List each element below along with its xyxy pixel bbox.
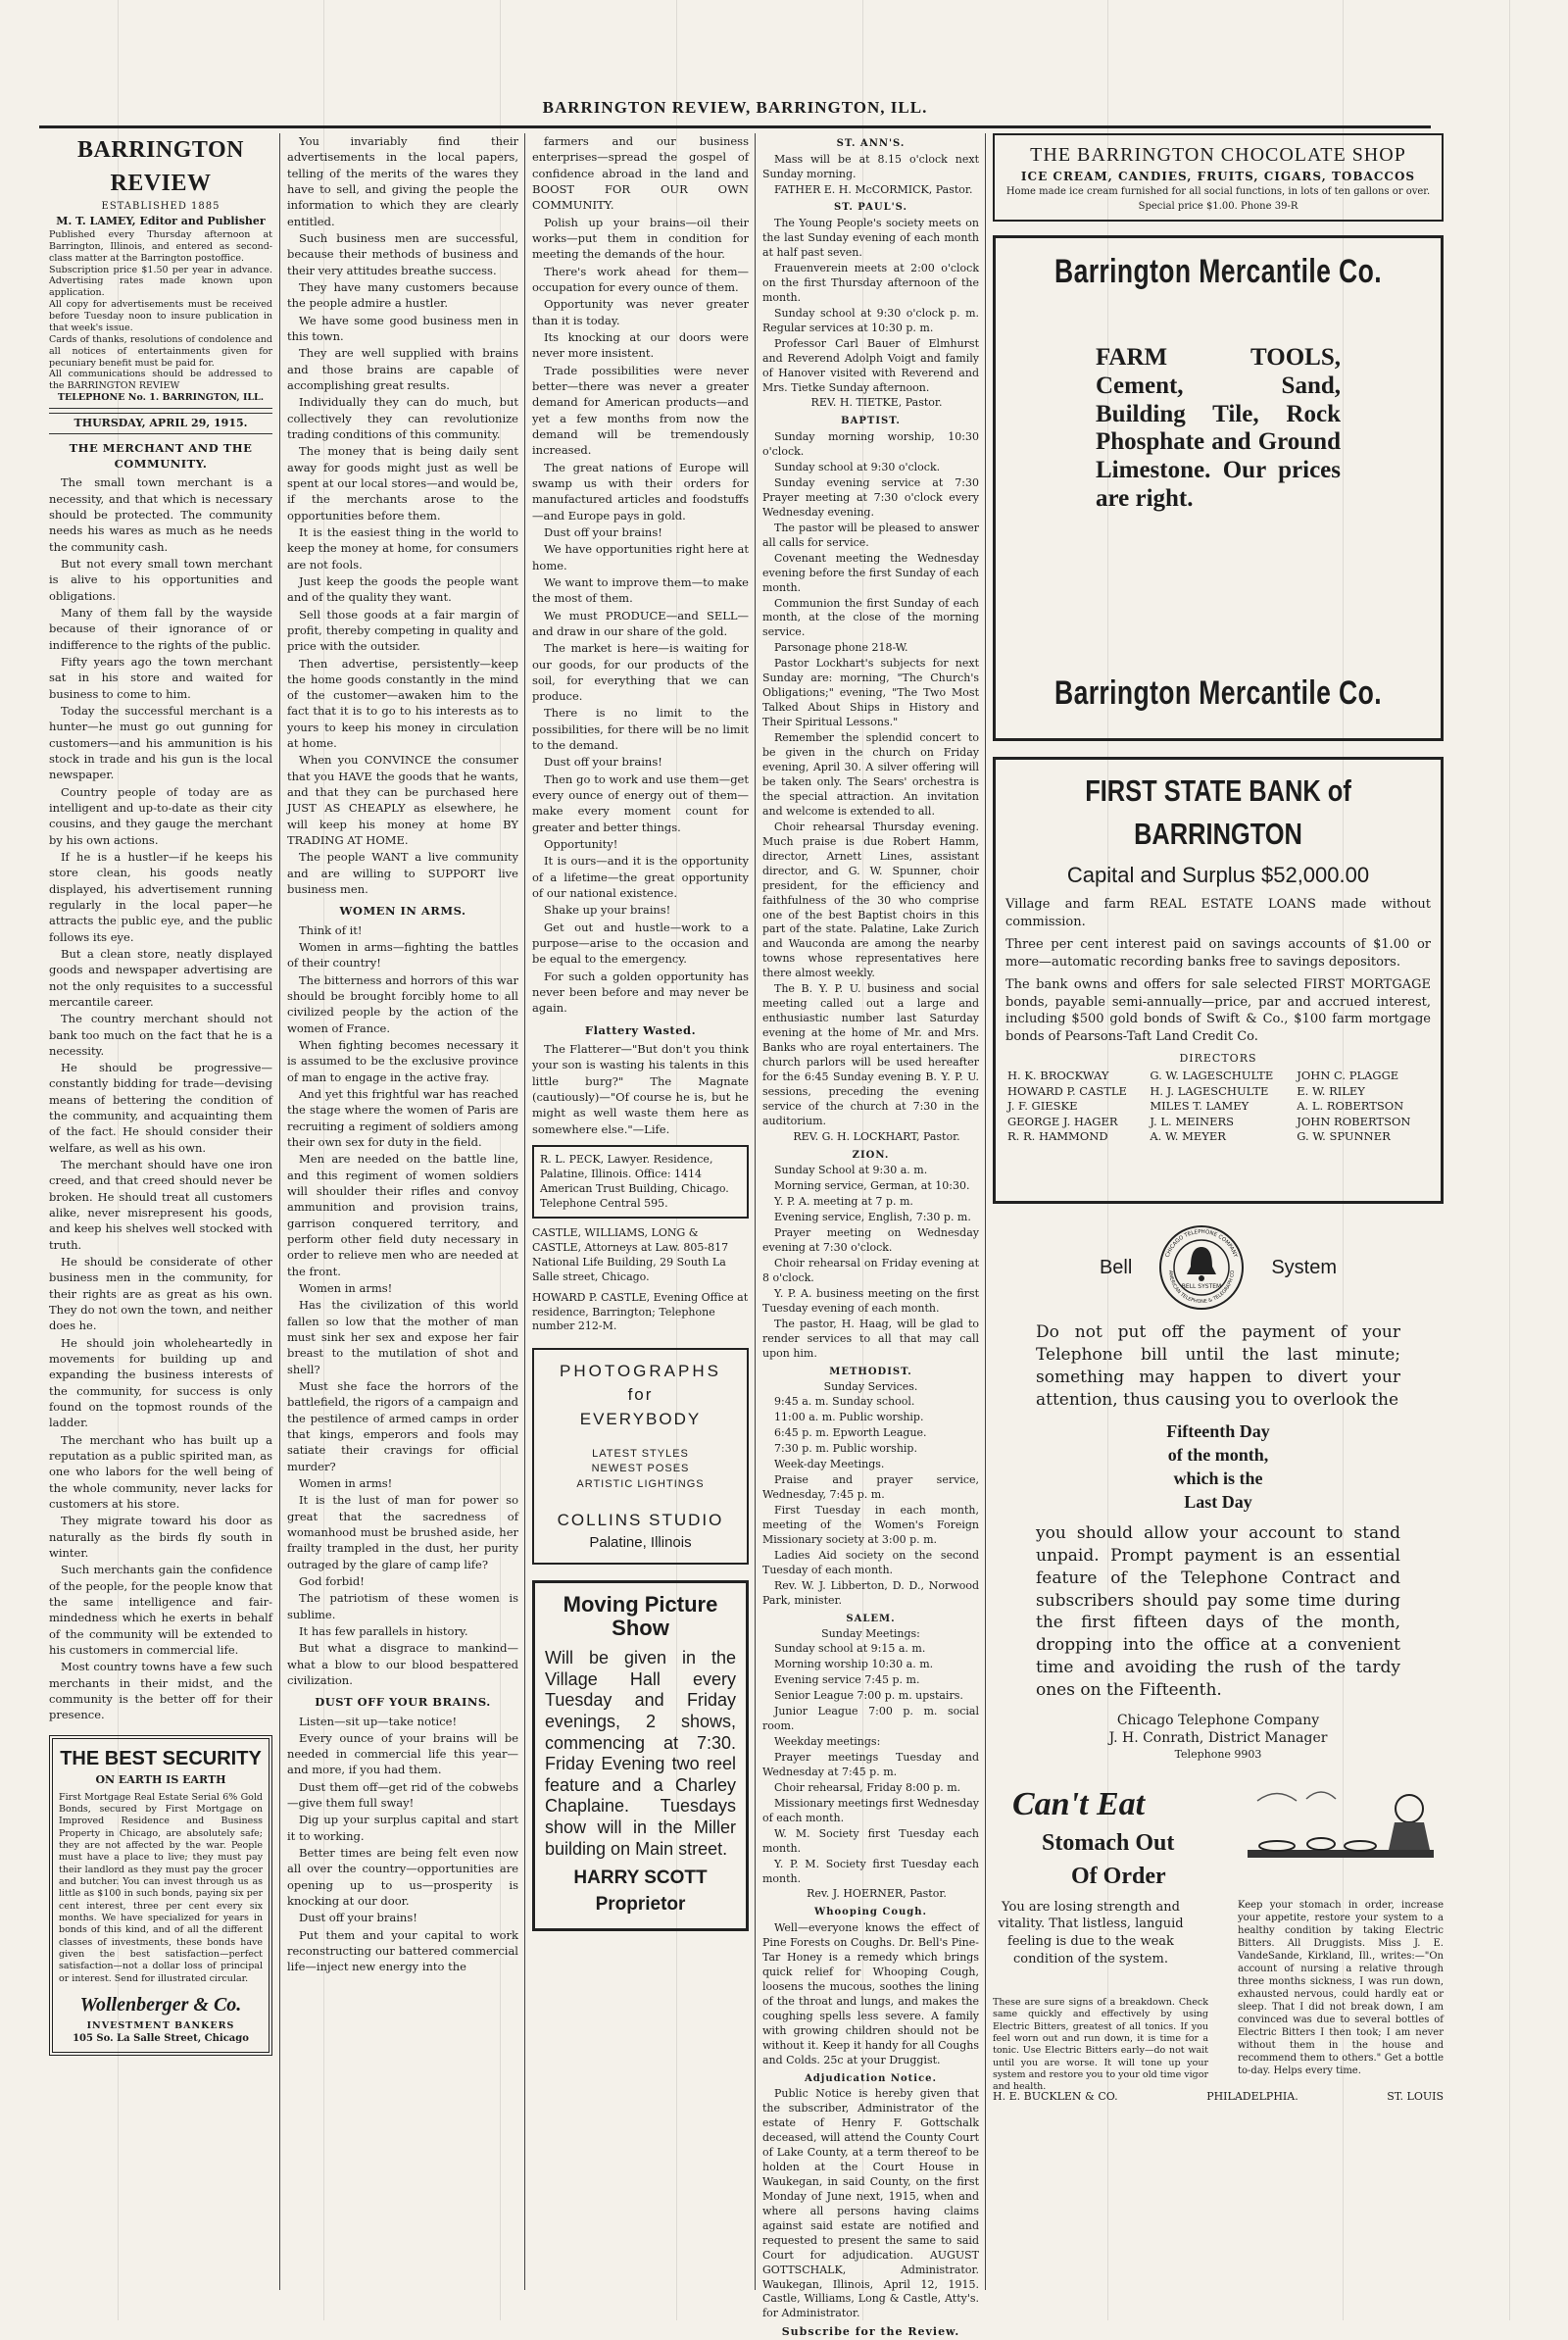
paragraph: Prayer meetings Tuesday and Wednesday at 7:45 p. m. (762, 1750, 979, 1778)
mercantile-name: Barrington Mercantile Co. (1054, 673, 1382, 712)
paragraph: 11:00 a. m. Public worship. (774, 1411, 924, 1424)
paragraph: Y. P. M. Society first Tuesday each month. (762, 1857, 979, 1885)
address-notice: All communications should be addressed to the BARRINGTON REVIEW (49, 369, 272, 392)
column-1 (49, 133, 272, 2310)
bank-bonds: The bank owns and offers for sale selected FIRST MORTGAGE bonds, payable semi-annually—price, par and accrued interest, including $500 gold bonds of Swift & Co., $100 farm mortgage bonds of Pearsons-Taft Land Credit Co. (1005, 977, 1431, 1044)
article-heading: WOMEN IN ARMS. (339, 904, 466, 919)
newspaper-title: BARRINGTON REVIEW (77, 137, 244, 197)
bank-savings: Three per cent interest paid on savings accounts of $1.00 or more—automatic recording banks free to savings depositors. (1005, 937, 1431, 970)
dining-illustration-icon (1238, 1781, 1444, 1889)
ad-firm-type: INVESTMENT BANKERS (86, 2019, 235, 2031)
directors-label: DIRECTORS (1179, 1052, 1257, 1066)
notice-heading: Adjudication Notice. (805, 2072, 937, 2084)
paragraph: The country merchant should not bank too much on the fact that he is a necessity. (49, 1012, 272, 1058)
paragraph: Dust off your brains! (544, 755, 662, 770)
paragraph: The pastor will be pleased to answer all calls for service. (762, 521, 979, 549)
church-notices (762, 430, 979, 1129)
director-row (1005, 1129, 1431, 1145)
paragraph: Morning worship 10:30 a. m. (774, 1658, 934, 1671)
notice-heading: Whooping Cough. (813, 1907, 928, 1918)
editor-line: M. T. LAMEY, Editor and Publisher (56, 215, 266, 228)
paragraph: The merchant who has built up a reputation as a public spirited man, as one who labors for the well being of the whole community, never lacks for customers at his store. (49, 1432, 272, 1512)
system-word: System (1271, 1256, 1338, 1278)
adjudication-notice-text: Public Notice is hereby given that the subscriber, Administrator of the estate of Henry F. Gottschalk deceased, will attend the County Court of Lake County, at a term thereof to be holden at the Court House in Waukegan, in said County, on the first Monday of June next, 1915, when and where all persons having claims against said estate are notified and requested to present the same to said Court for adjudication. AUGUST GOTTSCHALK, Administrator. Waukegan, Illinois, April 12, 1915. Castle, Williams, Long & Castle, Atty's. for Administrator. (762, 2087, 979, 2320)
paragraph: Evening service 7:45 p. m. (774, 1673, 920, 1687)
director-name: HOWARD P. CASTLE (1007, 1083, 1127, 1098)
chocolate-shop-note: Home made ice cream furnished for all social functions, in lots of ten gallons or over. Special price $1.00. Phone 39-R (1005, 186, 1431, 212)
mercantile-ad (993, 235, 1444, 741)
director-name: H. K. BROCKWAY (1007, 1069, 1109, 1083)
nameplate (49, 133, 272, 409)
paragraph: Frauenverein meets at 2:00 o'clock on the first Thursday afternoon of the month. (762, 261, 979, 304)
director-name: JOHN C. PLAGGE (1297, 1069, 1399, 1083)
whooping-cough-text: Well—everyone knows the effect of Pine Forests on Coughs. Dr. Bell's Pine-Tar Honey is a remedy which brings quick relief for Whooping Cough, loosens the mucous, soothes the lining of the throat and lungs, and makes the coughing spells less severe. A family with growing children should not be without it. Keep it handy for all Coughs and Colds. 25c at your Druggist. (762, 1921, 979, 2066)
peck-card: R. L. PECK, Lawyer. Residence, Palatine, Illinois. Office: 1414 American Trust Building, Chicago. Telephone Central 595. (532, 1145, 749, 1219)
paragraph: Must she face the horrors of the battlefield, the rigors of a campaign and the pestilence of armed camps in order that kings, emperors and fools may satiate their cravings for official murder? (287, 1378, 518, 1473)
column-rule (985, 133, 986, 2290)
paragraph: Such business men are successful, because their methods of business and their very attitudes breathe success. (287, 230, 518, 277)
article-body (287, 1714, 518, 1975)
ad-firm-address: 105 So. La Salle Street, Chicago (73, 2032, 249, 2044)
church-notices (762, 217, 979, 395)
bitters-testimonial: Keep your stomach in order, increase your appetite, restore your system to a healthy condition by taking Electric Bitters. All Druggists. Miss J. E. VandeSande, Kirkland, Ill., writes:—"On account of nursing a relative through three months sickness, I was run down, exhausted nervous, could hardly eat or sleep. That I did not break down, I am convinced was due to several bottles of Electric Bitters I then took; I am never without them in the house and recommend them to others." Get a bottle to-day. Helps every time. (1238, 1899, 1444, 2076)
telephone-line: TELEPHONE No. 1. BARRINGTON, ILL. (57, 392, 265, 404)
paragraph: Has the civilization of this world fallen so low that the mother of man must sink her sex and expose her fair breast to the mutilation of shot and shell? (287, 1298, 518, 1376)
paragraph: Sunday school at 9:30 o'clock. (774, 460, 941, 473)
paragraph: Remember the splendid concert to be given in the church on Friday evening, April 30. A silver offering will be taken only. The Sears' orchestra is the special attraction. An invitation and welcome is extended to all. (762, 731, 979, 818)
paragraph: Dig up your surplus capital and start it to working. (287, 1813, 518, 1843)
church-signature: Rev. J. HOERNER, Pastor. (807, 1887, 947, 1901)
ad-subtitle: ON EARTH IS EARTH (95, 1773, 226, 1786)
paragraph: We must PRODUCE—and SELL—and draw in our share of the gold. (532, 608, 749, 638)
bitters-company: H. E. BUCKLEN & CO. (993, 2090, 1118, 2104)
director-name: JOHN ROBERTSON (1297, 1114, 1411, 1128)
paragraph: Sell those goods at a fair margin of profit, thereby competing in quality and price with the outsider. (287, 607, 518, 654)
paragraph: Individually they can do much, but collectively they can revolutionize trading conditions of this community. (287, 395, 518, 441)
photo-ad-line: ARTISTIC LIGHTINGS (576, 1477, 705, 1490)
paragraph: Dust them off—get rid of the cobwebs—give them full sway! (287, 1779, 518, 1811)
paragraph: But a clean store, neatly displayed goods and newspaper advertising are not the only requisites to a successful mercantile career. (49, 946, 272, 1009)
studio-name: COLLINS STUDIO (557, 1510, 724, 1529)
paragraph: For such a golden opportunity has never been before and may never be again. (532, 969, 749, 1016)
church-notices (762, 1164, 979, 1361)
paragraph: Most country towns have a few such merchants in their midst, and the community is the better off for their presence. (49, 1660, 272, 1722)
paragraph: Think of it! (299, 922, 363, 937)
paragraph: Sunday morning worship, 10:30 o'clock. (762, 430, 979, 458)
paragraph: Professor Carl Bauer of Elmhurst and Reverend Adolph Voigt and family of Hanover visited with Reverend and Mrs. Tietke Sunday afternoon. (762, 336, 979, 394)
paragraph: Every ounce of your brains will be needed in commercial life this year—and more, if you had them. (287, 1730, 518, 1777)
paragraph: They migrate toward his door as naturally as the birds fly south in winter. (49, 1514, 272, 1560)
ad-firm-name: Wollenberger & Co. (79, 1994, 242, 2016)
paragraph: They have many customers because the people admire a hustler. (287, 279, 518, 311)
paragraph: They are well supplied with brains and those brains are capable of accomplishing great results. (287, 346, 518, 392)
right-ad-column (993, 133, 1444, 2310)
article-body (287, 922, 518, 1688)
bell-system-ad (993, 1223, 1444, 1762)
bank-name: FIRST STATE BANK of BARRINGTON (1085, 772, 1351, 851)
paragraph: First Tuesday in each month, meeting of the Women's Foreign Missionary society at 3:00 p. m. (762, 1503, 979, 1546)
director-name: H. J. LAGESCHULTE (1150, 1083, 1269, 1098)
paragraph: 9:45 a. m. Sunday school. (774, 1395, 915, 1409)
paragraph: farmers and our business enterprises—spread the gospel of confidence abroad in the land and BOOST FOR OUR OWN COMMUNITY. (532, 134, 749, 213)
church-heading: ZION. (852, 1149, 890, 1161)
paragraph: When you CONVINCE the consumer that you HAVE the goods that he wants, and that they can be purchased here JUST AS CHEAPLY as elsewhere, he will keep his money at home BY TRADING AT HOME. (287, 753, 518, 848)
paragraph: There's work ahead for them—occupation for every ounce of them. (532, 264, 749, 294)
paragraph: Choir rehearsal, Friday 8:00 p. m. (774, 1780, 961, 1794)
directors-table (1005, 1069, 1431, 1145)
paragraph: Fifty years ago the town merchant sat in his store and waited for business to come to him. (49, 654, 272, 701)
paid-notices-notice: Cards of thanks, resolutions of condolence and all notices of entertainments given for pecuniary benefit must be paid for. (49, 333, 272, 369)
church-heading: SALEM. (846, 1613, 896, 1624)
movie-ad-role: Proprietor (595, 1894, 686, 1916)
column-4 (762, 133, 979, 2339)
paragraph: Dust off your brains! (544, 524, 662, 539)
bitters-headline: Can't Eat (1012, 1785, 1146, 1822)
paragraph: W. M. Society first Tuesday each month. (762, 1826, 979, 1855)
director-name: GEORGE J. HAGER (1007, 1114, 1118, 1128)
chocolate-shop-products: ICE CREAM, CANDIES, FRUITS, CIGARS, TOBACCOS (1020, 170, 1416, 184)
paragraph: He should be considerate of other business men in the community, for their rights are as great as his own. They do not own the town, and neither does he. (49, 1255, 272, 1333)
director-name: R. R. HAMMOND (1007, 1129, 1108, 1144)
director-name: J. L. MEINERS (1150, 1114, 1235, 1128)
paragraph: Y. P. A. meeting at 7 p. m. (774, 1195, 913, 1209)
photo-ad-line: NEWEST POSES (591, 1463, 690, 1475)
first-state-bank-ad (993, 757, 1444, 1204)
bell-company: Chicago Telephone Company (1116, 1713, 1320, 1729)
paragraph: We have opportunities right here at home. (532, 542, 749, 573)
paragraph: Dust off your brains! (299, 1911, 417, 1925)
paragraph: The bitterness and horrors of this war should be brought forcibly home to all civilized people by the action of the women of France. (287, 972, 518, 1035)
paragraph: Better times are being felt even now all over the country—opportunities are opening up to us—prosperity is knocking at our door. (287, 1846, 518, 1909)
paragraph: The pastor, H. Haag, will be glad to render services to all that may call upon him. (762, 1317, 979, 1360)
paragraph: God forbid! (299, 1573, 365, 1588)
bitters-signs: These are sure signs of a breakdown. Check same quickly and effectively by using Electric Bitters, greatest of all tonics. If you feel worn out and run down, it is time for a tonic. Use Electric Bitters early—do not wait until you are worse. It will tone up your system and restore you to your old time vigor and health. (993, 1996, 1208, 2093)
article-body (287, 133, 518, 897)
paragraph: Sunday school at 9:30 o'clock p. m. Regular services at 10:30 p. m. (762, 306, 979, 334)
bell-paragraph-2: you should allow your account to stand unpaid. Prompt payment is an essential feature of the Telephone Contract and subscribers should pay some time during the first fifteen days of the month, dropping into the office at a convenient time and avoiding the rush of the tardy ones on the Fifteenth. (1036, 1522, 1400, 1701)
bitters-headline: Stomach Out (1042, 1829, 1175, 1856)
paragraph: Ladies Aid society on the second Tuesday of each month. (762, 1548, 979, 1576)
paragraph: There is no limit to the possibilities, for there will be no limit to the demand. (532, 706, 749, 753)
bitters-city: PHILADELPHIA. (1206, 2090, 1298, 2104)
bell-seal-icon (1157, 1223, 1246, 1312)
paragraph: Week-day Meetings. (774, 1458, 885, 1471)
page-masthead: BARRINGTON REVIEW, BARRINGTON, ILL. (542, 98, 928, 117)
paragraph: The Young People's society meets on the last Sunday evening of each month at half past seven. (762, 217, 979, 259)
paragraph: It is ours—and it is the opportunity of a lifetime—the great opportunity of our national existence. (532, 854, 749, 901)
director-name: A. L. ROBERTSON (1297, 1099, 1404, 1114)
paragraph: Women in arms! (299, 1280, 393, 1295)
paragraph: Covenant meeting the Wednesday evening before the first Sunday of each month. (762, 551, 979, 594)
chocolate-shop-ad (993, 133, 1444, 222)
church-signature: REV. H. TIETKE, Pastor. (810, 396, 943, 410)
director-name: A. W. MEYER (1150, 1129, 1226, 1144)
bell-callout: which is the (1173, 1469, 1263, 1489)
paragraph: But not every small town merchant is alive to his opportunities and obligations. (49, 556, 272, 603)
church-text: Mass will be at 8.15 o'clock next Sunday morning. (762, 152, 979, 180)
director-name: G. W. SPUNNER (1297, 1129, 1391, 1144)
established-line: ESTABLISHED 1885 (101, 201, 220, 213)
paragraph: Get out and hustle—work to a purpose—arise to the occasion and be equal to the emergency. (532, 920, 749, 967)
church-heading: ST. ANN'S. (836, 138, 906, 149)
seal-mid-text: BELL SYSTEM (1182, 1282, 1222, 1290)
paragraph: Put them and your capital to work reconstructing our battered commercial life—inject new energy into the (287, 1927, 518, 1974)
paragraph: The money that is being daily sent away for goods might just as well be spent at our local stores—and would be, if the merchants arose to the opportunities before them. (287, 444, 518, 523)
seal-bottom-text: AMERICAN TELEPHONE & TELEGRAPH CO (1167, 1270, 1237, 1305)
church-signature: Rev. W. J. Libberton, D. D., Norwood Park, minister. (762, 1578, 979, 1607)
subscribe-line: Subscribe for the Review. (781, 2325, 960, 2339)
paragraph: He should be progressive—constantly bidding for trade—devising means of bettering the condition of the community, and acquainting them of the fact. He should consider their welfare, as well as his own. (49, 1061, 272, 1155)
paragraph: We have some good business men in this town. (287, 313, 518, 343)
column-rule (755, 133, 756, 2290)
church-subheading: Sunday Services. (823, 1380, 918, 1394)
paragraph: We want to improve them—to make the most of them. (532, 574, 749, 606)
article-heading: THE MERCHANT AND THE COMMUNITY. (69, 440, 253, 472)
director-row (1005, 1069, 1431, 1084)
paragraph: Sunday school at 9:15 a. m. (774, 1642, 926, 1656)
paragraph: It has few parallels in history. (299, 1623, 468, 1638)
church-signature: REV. G. H. LOCKHART, Pastor. (793, 1129, 960, 1143)
paragraph: Listen—sit up—take notice! (299, 1714, 458, 1728)
article-heading: Flattery Wasted. (584, 1022, 697, 1037)
photo-ad-line: for (627, 1385, 654, 1405)
paragraph: Sunday School at 9:30 a. m. (774, 1164, 928, 1177)
paragraph: The people WANT a live community and are willing to SUPPORT live business men. (287, 850, 518, 897)
paragraph: It is the easiest thing in the world to keep the money at home, for consumers are not fools. (287, 524, 518, 572)
paragraph: The market is here—is waiting for our goods, for our products of the soil, for everything that we can produce. (532, 641, 749, 704)
paragraph: Trade possibilities were never better—there was never a greater demand for American products—and yet a few months from now the demand will be tremendously increased. (532, 363, 749, 458)
bell-callout: of the month, (1167, 1444, 1269, 1465)
studio-location: Palatine, Illinois (589, 1533, 692, 1551)
column-rule (524, 133, 525, 2290)
paragraph: Senior League 7:00 p. m. upstairs. (774, 1689, 963, 1703)
paragraph: Shake up your brains! (544, 903, 671, 918)
paragraph: And yet this frightful war has reached the stage where the women of Paris are recruiting a regiment of soldiers among their own sex for duty in the field. (287, 1087, 518, 1150)
column-2 (287, 133, 518, 2310)
paragraph: When fighting becomes necessary it is assumed to be the exclusive province of man to engage in the active fray. (287, 1038, 518, 1084)
ad-title: THE BEST SECURITY (60, 1747, 262, 1769)
church-subheading: Sunday Meetings: (821, 1627, 920, 1641)
bell-phone: Telephone 9903 (1174, 1747, 1262, 1761)
paragraph: But what a disgrace to mankind—what a blow to our blood bespattered civilization. (287, 1641, 518, 1687)
paragraph: Country people of today are as intelligent and up-to-date as their city cousins, and they gauge the merchant by his own actions. (49, 784, 272, 847)
bitters-intro: You are losing strength and vitality. That listless, languid feeling is due to the weak condition of the system. (998, 1899, 1184, 1967)
bitters-city: ST. LOUIS (1387, 2090, 1444, 2104)
masthead-rule (39, 125, 1431, 128)
movie-ad-name: HARRY SCOTT (573, 1867, 708, 1889)
column-3 (532, 133, 749, 2310)
bell-callout: Fifteenth Day (1166, 1420, 1270, 1441)
church-heading: METHODIST. (829, 1366, 912, 1377)
copy-deadline-notice: All copy for advertisements must be received before Tuesday noon to insure publication in that week's issue. (49, 299, 272, 333)
director-row (1005, 1115, 1431, 1130)
paragraph: Then go to work and use them—get every ounce of energy out of them—make every moment count for greater and better things. (532, 772, 749, 834)
paragraph: Just keep the goods the people want and of the quality they want. (287, 573, 518, 605)
paragraph: Women in arms! (299, 1475, 393, 1490)
paragraph: Opportunity! (544, 837, 618, 852)
best-security-ad (49, 1735, 272, 2057)
photo-ad-line: PHOTOGRAPHS (560, 1362, 721, 1381)
church-heading: ST. PAUL'S. (833, 202, 908, 214)
church-signature: FATHER E. H. McCORMICK, Pastor. (774, 182, 973, 196)
director-row (1005, 1099, 1431, 1115)
paragraph: Y. P. A. business meeting on the first Tuesday evening of each month. (762, 1287, 979, 1315)
paragraph: The small town merchant is a necessity, and that which is necessary should be protected. The community needs his wares as much as he needs the community cash. (49, 475, 272, 554)
subscription-notice: Subscription price $1.50 per year in advance. Advertising rates made known upon application. (49, 264, 272, 299)
mercantile-body: FARM TOOLS, Cement, Sand, Building Tile, Rock Phosphate and Ground Limestone. Our prices are right. (1096, 344, 1341, 512)
bell-paragraph-1: Do not put off the payment of your Telephone bill until the last minute; something may happen to divert your attention, thus causing you to overlook the (1036, 1321, 1400, 1410)
paragraph: Sunday evening service at 7:30 Prayer meeting at 7:30 o'clock every Wednesday evening. (762, 475, 979, 519)
paragraph: Weekday meetings: (774, 1734, 881, 1748)
paragraph: The great nations of Europe will swamp us with their orders for manufactured articles and foodstuffs—and Europe pays in gold. (532, 460, 749, 523)
paragraph: It is the lust of man for power so great that the sacredness of womanhood must be brushed aside, her frailty trampled in the dust, her purity outraged by the glare of camp life? (287, 1493, 518, 1571)
director-name: G. W. LAGESCHULTE (1150, 1069, 1274, 1083)
bell-manager: J. H. Conrath, District Manager (1108, 1730, 1328, 1747)
paragraph: Parsonage phone 218-W. (774, 641, 908, 655)
paragraph: Choir rehearsal on Friday evening at 8 o'clock. (762, 1257, 979, 1285)
photo-ad-line: EVERYBODY (579, 1409, 702, 1428)
movie-ad-body: Will be given in the Village Hall every Tuesday and Friday evenings, 2 shows, commencing at 7:30. Friday Evening two reel feature and a Charley Chaplaine. Tuesdays show will in the Miller building on Main street. (545, 1648, 736, 1859)
paragraph: Prayer meeting on Wednesday evening at 7:30 o'clock. (762, 1226, 979, 1255)
paragraph: Junior League 7:00 p. m. social room. (762, 1705, 979, 1732)
paragraph: Missionary meetings first Wednesday of each month. (762, 1796, 979, 1824)
issue-date: THURSDAY, APRIL 29, 1915. (49, 413, 272, 434)
bitters-headline: Of Order (1071, 1863, 1166, 1889)
paragraph: Its knocking at our doors were never more insistent. (532, 329, 749, 361)
bell-callout: Last Day (1184, 1492, 1252, 1513)
director-name: MILES T. LAMEY (1150, 1099, 1250, 1114)
ad-body: First Mortgage Real Estate Serial 6% Gold Bonds, secured by First Mortgage on Improved Residence and Business Property in Chicago, are absolutely safe; they are not affected by the war. People must have a place to live; they must pay their landlord as they must pay the grocer and butcher. You can invest through us as little as $100 in such bonds, paying six per cent interest, three per cent every six months. We have specialized for years in bonds of this kind, and of all the different classes of investments, these bonds have given the best satisfaction—perfect satisfaction—not a dollar loss of principal or interest. Send for illustrated circular. (59, 1791, 263, 1984)
paragraph: Such merchants gain the confidence of the people, for the people know that the same intelligence and fair-mindedness which he exerts in behalf of the community will be extended to his customers in commercial life. (49, 1563, 272, 1657)
movie-ad-title: Moving Picture Show (563, 1591, 718, 1641)
paragraph: 6:45 p. m. Epworth League. (774, 1426, 927, 1440)
church-notices (762, 1642, 979, 1886)
paragraph: The merchant should have one iron creed, and that creed should never be broken. He should treat all customers alike, never misrepresent his goods, and keep his shelves well stocked with truth. (49, 1158, 272, 1252)
electric-bitters-ad (993, 1781, 1444, 2105)
bank-loans: Village and farm REAL ESTATE LOANS made without commission. (1005, 897, 1431, 929)
paragraph: If he is a hustler—if he keeps his store clean, his goods neatly displayed, his advertisement running regularly in the local paper—he attracts the public eye, and the public follows its eye. (49, 849, 272, 944)
flattery-text: The Flatterer—"But don't you think your son is wasting his talents in this little burg?" The Magnate (cautiously)—"Of course he is, but he might as well waste them here as somewhere else."—Life. (532, 1042, 749, 1136)
paragraph: The patriotism of these women is sublime. (287, 1591, 518, 1621)
paragraph: Praise and prayer service, Wednesday, 7:45 p. m. (762, 1473, 979, 1502)
bell-word: Bell (1099, 1256, 1133, 1278)
church-notices (762, 1395, 979, 1577)
paragraph: Communion the first Sunday of each month, at the close of the morning service. (762, 596, 979, 639)
seal-top-text: CHICAGO TELEPHONE COMPANY (1165, 1228, 1239, 1259)
church-heading: BAPTIST. (841, 416, 901, 427)
bank-capital: Capital and Surplus $52,000.00 (1066, 862, 1370, 887)
paragraph: Women in arms—fighting the battles of their country! (287, 940, 518, 971)
paragraph: You invariably find their advertisements in the local papers, telling of the merits of the wares they have to sell, and giving the people the information to which they are clearly entitled. (287, 134, 518, 228)
chocolate-shop-name: THE BARRINGTON CHOCOLATE SHOP (1030, 144, 1406, 166)
paragraph: Many of them fall by the wayside because of their ignorance of or indifference to the rights of the public. (49, 605, 272, 652)
publication-notice: Published every Thursday afternoon at Barrington, Illinois, and entered as second-class matter at the Barrington postoffice. (49, 228, 272, 264)
director-name: J. F. GIESKE (1007, 1099, 1078, 1114)
director-name: E. W. RILEY (1297, 1083, 1365, 1098)
paragraph: Today the successful merchant is a hunter—he must go out gunning for customers—and his ammunition is his stock in trade and his gun is the local newspaper. (49, 703, 272, 782)
paragraph: He should join wholeheartedly in movements for building up and expanding the business interests of the community, for success is only found on the topmost rounds of the ladder. (49, 1335, 272, 1430)
moving-picture-ad (532, 1580, 749, 1931)
paragraph: Opportunity was never greater than it is today. (532, 297, 749, 327)
photo-ad-line: LATEST STYLES (592, 1447, 689, 1460)
mercantile-name: Barrington Mercantile Co. (1054, 252, 1382, 290)
article-heading: DUST OFF YOUR BRAINS. (315, 1695, 491, 1710)
article-body (532, 133, 749, 1017)
paragraph: Then advertise, persistently—keep the home goods constantly in the mind of the customer—awaken him to the fact that it is to go to his interests as to yours to keep his money in circulation at home. (287, 656, 518, 751)
paragraph: Choir rehearsal Thursday evening. Much praise is due Robert Hamm, director, Arnett Lines, assistant director, and G. W. Spunner, choir president, for the efficiency and faithfulness of the 30 who comprise one of the best Baptist choirs in this part of the state. Palatine, Lake Zurich and Wauconda are among the nearby towns whose representatives here there almost weekly. (762, 820, 979, 980)
paragraph: Morning service, German, at 10:30. (774, 1179, 970, 1193)
castle-card: CASTLE, WILLIAMS, LONG & CASTLE, Attorneys at Law. 805-817 National Life Building, 29 South La Salle street, Chicago. (532, 1226, 729, 1283)
paragraph: 7:30 p. m. Public worship. (774, 1442, 917, 1456)
column-rule (279, 133, 280, 2290)
paragraph: Evening service, English, 7:30 p. m. (774, 1211, 971, 1224)
director-row (1005, 1084, 1431, 1100)
paragraph: Polish up your brains—oil their works—put them in condition for meeting the demands of the hour. (532, 215, 749, 262)
howard-castle-card: HOWARD P. CASTLE, Evening Office at residence, Barrington; Telephone number 212-M. (532, 1290, 749, 1333)
collins-studio-ad (532, 1348, 749, 1565)
article-body (49, 474, 272, 1722)
paragraph: Men are needed on the battle line, and this regiment of women soldiers will shoulder their rifles and convoy ammunition and provision trains, garrison conquered territory, and perform other field duty necessary in order to relieve men who are needed at the front. (287, 1152, 518, 1278)
paragraph: Pastor Lockhart's subjects for next Sunday are: morning, "The Church's Obligations;" evening, "The Two Most Talked About Ships in History and Their Spiritual Lessons." (762, 657, 979, 729)
paragraph: The B. Y. P. U. business and social meeting called out a large and enthusiastic number last Saturday evening at the home of Mr. and Mrs. Banks who are royal entertainers. The church parlors will be used hereafter for the 6:45 Sunday evening B. Y. P. U. sessions, preceding the evening service of the church at 7:30 in the auditorium. (762, 982, 979, 1127)
